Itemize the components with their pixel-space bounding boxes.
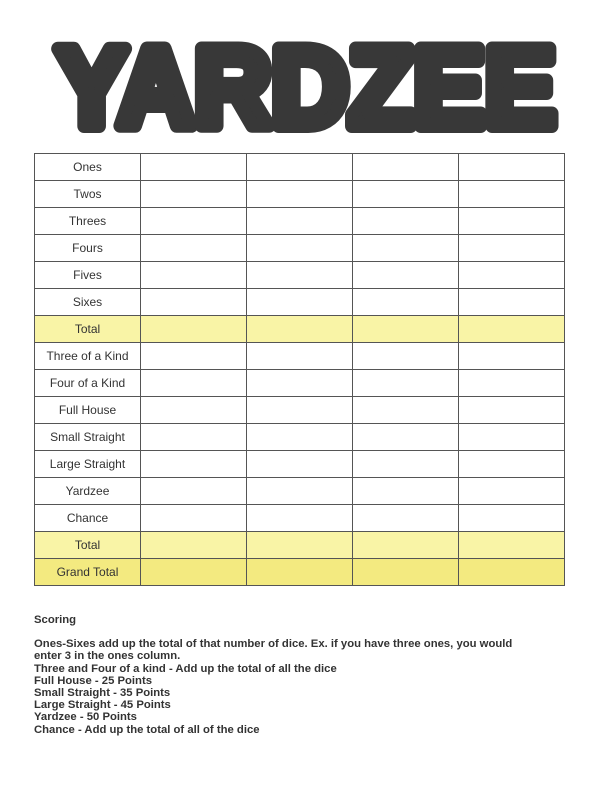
score-cell[interactable] [141,208,247,235]
score-row [35,370,565,397]
score-row [35,208,565,235]
score-cell[interactable] [459,181,565,208]
score-cell[interactable] [353,262,459,289]
row-label: Twos [35,181,141,208]
score-row [35,181,565,208]
row-label: Large Straight [35,451,141,478]
score-row [35,262,565,289]
score-cell[interactable] [353,370,459,397]
score-cell[interactable] [459,478,565,505]
score-table [34,153,565,586]
score-cell[interactable] [247,397,353,424]
row-label: Ones [35,154,141,181]
score-cell[interactable] [247,559,353,586]
score-row [35,316,565,343]
yardzee-logo [30,14,582,144]
score-cell[interactable] [459,559,565,586]
row-label: Sixes [35,289,141,316]
score-row [35,424,565,451]
score-cell[interactable] [141,505,247,532]
score-cell[interactable] [353,505,459,532]
score-cell[interactable] [247,451,353,478]
scoring-line: enter 3 in the ones column. [34,650,181,663]
score-cell[interactable] [353,424,459,451]
score-cell[interactable] [247,343,353,370]
logo-text: YARDZEE [56,25,556,144]
score-cell[interactable] [459,451,565,478]
row-label: Chance [35,505,141,532]
score-cell[interactable] [247,154,353,181]
score-row [35,532,565,559]
score-cell[interactable] [353,289,459,316]
score-cell[interactable] [247,262,353,289]
row-label: Grand Total [35,559,141,586]
score-cell[interactable] [459,316,565,343]
scoring-line: Small Straight - 35 Points [34,687,171,700]
score-cell[interactable] [353,154,459,181]
score-cell[interactable] [141,478,247,505]
score-cell[interactable] [247,424,353,451]
score-cell[interactable] [353,316,459,343]
score-cell[interactable] [247,478,353,505]
score-cell[interactable] [353,235,459,262]
scoring-line: Three and Four of a kind - Add up the total of all the dice [34,662,337,675]
row-label: Fours [35,235,141,262]
score-cell[interactable] [247,235,353,262]
score-cell[interactable] [459,343,565,370]
row-label: Yardzee [35,478,141,505]
scoring-rules [34,614,512,736]
row-label: Fives [35,262,141,289]
row-label: Small Straight [35,424,141,451]
score-cell[interactable] [353,532,459,559]
score-row [35,451,565,478]
score-cell[interactable] [459,397,565,424]
score-cell[interactable] [353,478,459,505]
score-cell[interactable] [141,289,247,316]
row-label: Threes [35,208,141,235]
score-row [35,397,565,424]
score-cell[interactable] [353,208,459,235]
score-cell[interactable] [247,370,353,397]
scoring-line: Ones-Sixes add up the total of that number of dice. Ex. if you have three ones, you would [34,638,513,651]
score-cell[interactable] [459,208,565,235]
score-cell[interactable] [247,181,353,208]
score-cell[interactable] [459,505,565,532]
row-label: Four of a Kind [35,370,141,397]
score-cell[interactable] [353,451,459,478]
score-cell[interactable] [459,424,565,451]
score-cell[interactable] [247,316,353,343]
score-cell[interactable] [353,343,459,370]
score-cell[interactable] [459,235,565,262]
row-label: Total [35,316,141,343]
score-cell[interactable] [141,235,247,262]
scoring-line: Chance - Add up the total of all of the dice [34,723,260,736]
score-cell[interactable] [247,208,353,235]
score-cell[interactable] [141,370,247,397]
score-row [35,343,565,370]
score-cell[interactable] [247,505,353,532]
scoring-line: Large Straight - 45 Points [34,699,171,712]
score-cell[interactable] [141,532,247,559]
score-cell[interactable] [459,154,565,181]
score-cell[interactable] [459,532,565,559]
score-row [35,505,565,532]
score-cell[interactable] [141,559,247,586]
score-row [35,154,565,181]
score-cell[interactable] [141,451,247,478]
scoring-line: Full House - 25 Points [34,674,153,687]
score-cell[interactable] [459,370,565,397]
score-row [35,235,565,262]
score-row [35,478,565,505]
score-cell[interactable] [141,343,247,370]
score-cell[interactable] [353,181,459,208]
score-row [35,559,565,586]
row-label: Full House [35,397,141,424]
score-cell[interactable] [141,181,247,208]
scoring-line: Yardzee - 50 Points [34,711,137,724]
score-cell[interactable] [141,397,247,424]
score-cell[interactable] [353,559,459,586]
score-cell[interactable] [141,154,247,181]
row-label: Total [35,532,141,559]
scoring-heading: Scoring [34,614,77,626]
score-cell[interactable] [247,289,353,316]
score-cell[interactable] [141,262,247,289]
score-row [35,289,565,316]
score-cell[interactable] [459,262,565,289]
score-cell[interactable] [247,532,353,559]
score-cell[interactable] [459,289,565,316]
score-cell[interactable] [141,424,247,451]
row-label: Three of a Kind [35,343,141,370]
score-cell[interactable] [141,316,247,343]
score-cell[interactable] [353,397,459,424]
